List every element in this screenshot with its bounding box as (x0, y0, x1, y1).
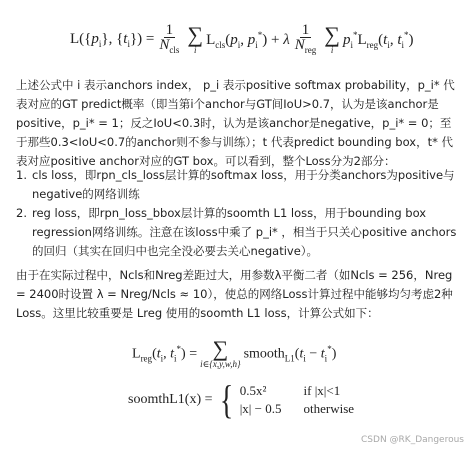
cases-block (240, 383, 354, 417)
summation-1: ∑ i (187, 22, 204, 55)
main-loss-formula (70, 18, 474, 62)
fraction-numerator: 1 (165, 22, 174, 38)
fraction-denominator: $N_{reg}$ (294, 37, 317, 55)
paragraph-explanation: 上述公式中 i 表示anchors index， p_i 表示positive softmax probability，p_i* 代表对应的GT predict概率（即当第i个anchor与GT间IoU>0.7，认为是该anchor是positive，p_i* = 1；反之IoU<0.3时，认为是该anchor是negative，p_i* = 0；至于那些0.3<IoU<0.7的anchor则不参与训练）；t 代表predict bounding box，t* 代表对应positive anchor对应的GT box。可以看到，整个Loss分为2部分： (16, 78, 455, 168)
case-expr: |x| − 0.5 (239, 401, 282, 416)
summation-xywh: ∑ i∈{x,y,w,h} (200, 336, 241, 369)
reg-loss-formula (132, 334, 372, 374)
case-expr: 0.5x² (239, 383, 267, 398)
case-cond: otherwise (303, 401, 355, 416)
watermark: CSDN @RK_Dangerous (361, 435, 464, 445)
list-item: 1. cls loss，即rpn_cls_loss层计算的softmax loss，用于分类anchors为positive与negative的网络训练 (16, 166, 462, 204)
list-item-text: cls loss，即rpn_cls_loss层计算的softmax loss，用于分类anchors为positive与negative的网络训练 (32, 168, 455, 201)
cls-term: $L_{cls}(p_i$, $p_i^*) + \lambda$ (206, 30, 290, 50)
reg-term: $p_i^*L_{reg}(t_i$, $t_i^*$) (342, 30, 414, 50)
fraction-ncls (157, 23, 181, 57)
smooth-formula-lhs: soomthL1(x) = (128, 392, 213, 407)
summation-2: ∑ i (324, 22, 340, 55)
list-item: 2. reg loss，即rpn_loss_bbox层计算的soomth L1 loss，用于bounding box regression网络训练。注意在该loss中乘了 p_i* ，相当于只关心positive anchors的回归（其实在回归中也完全没必要去关心negative）。 (16, 204, 462, 261)
left-brace: { (219, 377, 233, 422)
fraction-denominator: $N_{cls}$ (159, 37, 180, 55)
smooth-l1-formula (128, 378, 368, 422)
list-item-text: reg loss，即rpn_loss_bbox层计算的soomth L1 loss，用于bounding box regression网络训练。注意在该loss中乘了 p_i* ，相当于只关心positive anchors的回归（其实在回归中也完全没必要去关心negative）。 (32, 206, 457, 258)
reg-formula-lhs: $L_{reg}(t_i$, $t_i^*$) = (132, 344, 198, 364)
reg-formula-rhs: $smooth_{L1}(t_i - t_i^*)$ (243, 344, 337, 364)
fraction-numerator: 1 (301, 22, 310, 38)
case-cond: if |x|<1 (303, 383, 341, 398)
paragraph-balance: 由于在实际过程中，Ncls和Nreg差距过大，用参数λ平衡二者（如Ncls = 256，Nreg = 2400时设置 λ = Nreg/Ncls ≈ 10），使总的网络Loss计算过程中能够均匀考虑2种Loss。这里比较重要是 Lreg 使用的soomth L1 loss，计算公式如下： (16, 268, 453, 320)
formula-lhs: $L(\{p_i\}$, $\{t_i\}$) = (70, 31, 155, 49)
fraction-nreg (293, 23, 319, 57)
loss-parts-list (16, 166, 462, 261)
